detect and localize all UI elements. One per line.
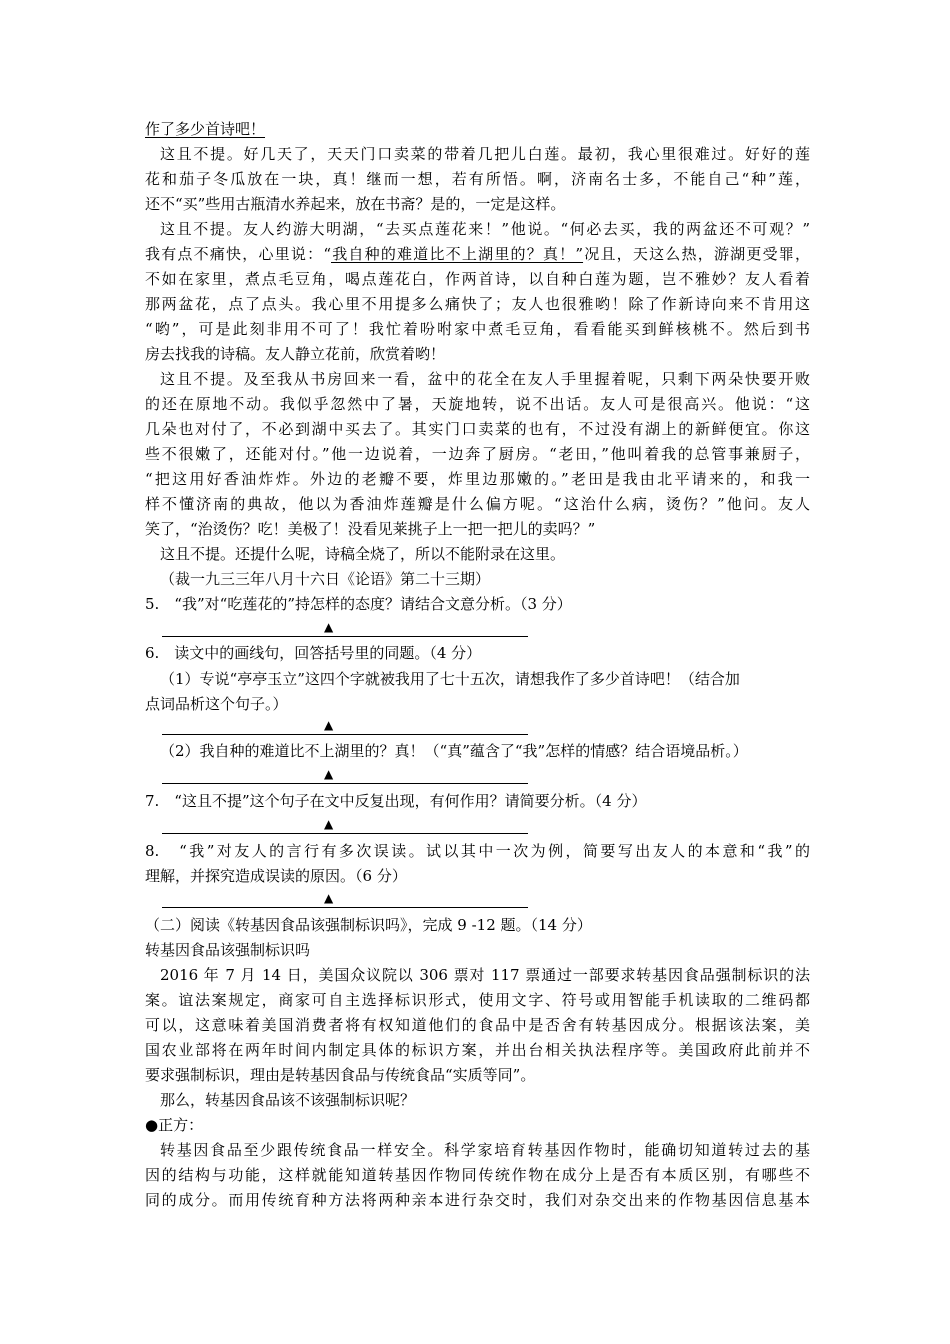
text-line: 理解，并探究造成误读的原因。（6 分） <box>145 867 407 885</box>
text-line: ●正方： <box>145 1116 204 1134</box>
text-span: 我有点不痛快，心里说：“ <box>145 245 331 263</box>
text-line: （1）专说“亭亭玉立”这四个字就被我用了七十五次，请想我作了多少首诗吧！（结合加 <box>160 670 740 688</box>
text-line: “哟”，可是此刻非用不可了！我忙着吩咐家中煮毛豆角，看看能买到鲜核桃不。然后到书 <box>145 320 810 338</box>
answer-line[interactable] <box>162 734 528 735</box>
text-line: 几朵也对付了，不必到湖中买去了。其实门口卖菜的也有，不过没有湖上的新鲜便宜。你这 <box>145 420 810 438</box>
text-line: 还不“买”些用古瓶清水养起来，放在书斋？是的，一定是这样。 <box>145 195 566 213</box>
text-line: 点词品析这个句子。） <box>145 695 288 713</box>
text-line: （裁一九三三年八月十六日《论语》第二十三期） <box>160 570 491 588</box>
text-span: 况且，天这么热，游湖更受罪， <box>583 245 810 263</box>
text-line: 不如在家里，煮点毛豆角，喝点莲花白，作两首诗，以自种白莲为题，岂不雅妙？友人看着 <box>145 270 810 288</box>
text-line: 同的成分。而用传统育种方法将两种亲本进行杂交时，我们对杂交出来的作物基因信息基本 <box>145 1191 810 1209</box>
text-line: 那么，转基因食品该不该强制标识呢？ <box>160 1091 416 1109</box>
text-line: 这且不提。及至我从书房回来一看，盆中的花全在友人手里握着呢，只剩下两朵快要开败 <box>160 370 810 388</box>
text-line: 案。谊法案规定，商家可自主选择标识形式，使用文字、符号或用智能手机读取的二维码都 <box>145 991 810 1009</box>
answer-marker-icon: ▲ <box>324 767 334 781</box>
text-line: “把这用好香油炸炸。外边的老瓣不要，炸里边那嫩的。”老田是我由北平请来的，和我一 <box>145 470 810 488</box>
underlined-sentence: 我自种的难道比不上湖里的？真！” <box>331 245 584 263</box>
answer-line[interactable] <box>162 636 528 637</box>
answer-line[interactable] <box>162 907 528 908</box>
text-line: 7. “这且不提”这个句子在文中反复出现，有何作用？请简要分析。（4 分） <box>145 792 647 810</box>
text-line: 这且不提。好几天了，天天门口卖菜的带着几把儿白莲。最初，我心里很难过。好好的莲 <box>160 145 810 163</box>
text-line: 因的结构与功能，这样就能知道转基因作物同传统作物在成分上是否有本质区别，有哪些不 <box>145 1166 810 1184</box>
text-line: 8. “我”对友人的言行有多次误读。试以其中一次为例，简要写出友人的本意和“我”的 <box>145 842 810 860</box>
answer-marker-icon: ▲ <box>324 817 334 831</box>
text-line: 国农业部将在两年时间内制定具体的标识方案，并出台相关执法程序等。美国政府此前并不 <box>145 1041 810 1059</box>
text-line: 6. 读文中的画线句，回答括号里的同题。（4 分） <box>145 644 482 662</box>
paragraph-line-underlined <box>145 243 810 265</box>
text-line: 那两盆花，点了点头。我心里不用提多么痛快了；友人也很雅哟！除了作新诗向来不肯用这 <box>145 295 810 313</box>
text-line: 2016 年 7 月 14 日，美国众议院以 306 票对 117 票通过一部要求转基因食品强制标识的法 <box>160 966 810 984</box>
answer-line[interactable] <box>162 833 528 834</box>
text-line: 要求强制标识，理由是转基因食品与传统食品“实质等同”。 <box>145 1066 536 1084</box>
text-line: 这且不提。友人约游大明湖，“去买点莲花来！”他说。“何必去买，我的两盆还不可观？” <box>160 220 810 238</box>
text-line: 转基因食品至少跟传统食品一样安全。科学家培育转基因作物时，能确切知道转过去的基 <box>160 1141 810 1159</box>
text-line: 笑了，“治烫伤？吃！美极了！没看见莱挑子上一把一把儿的卖吗？” <box>145 520 596 538</box>
text-line: （2）我自种的难道比不上湖里的？真！（“真”蕴含了“我”怎样的情感？结合语境品析。） <box>160 742 748 760</box>
text-line: 作了多少首诗吧！ <box>145 120 266 138</box>
text-line: 些不很嫩了，还能对付。”他一边说着，一边奔了厨房。“老田，”他叫着我的总管事兼厨子， <box>145 445 810 463</box>
text-line: 房去找我的诗稿。友人静立花前，欣赏着哟！ <box>145 345 446 363</box>
answer-marker-icon: ▲ <box>324 718 334 732</box>
text-line: 这且不提。还提什么呢，诗稿全烧了，所以不能附录在这里。 <box>160 545 566 563</box>
text-line: 的还在原地不动。我似乎忽然中了暑，天旋地转，说不出话。友人可是很高兴。他说：“这 <box>145 395 810 413</box>
answer-marker-icon: ▲ <box>324 891 334 905</box>
text-line: 可以，这意味着美国消费者将有权知道他们的食品中是否舍有转基因成分。根据该法案，美 <box>145 1016 810 1034</box>
text-line: 样不懂济南的典故，他以为香油炸莲瓣是什么偏方呢。“这治什么病，烫伤？”他问。友人 <box>145 495 810 513</box>
text-line: 5. “我”对“吃莲花的”持怎样的态度？请结合文意分析。（3 分） <box>145 595 572 613</box>
text-line: （二）阅读《转基因食品该强制标识吗》，完成 9 -12 题。（14 分） <box>145 916 592 934</box>
text-line: 转基因食品该强制标识吗 <box>145 941 311 959</box>
text-line: 花和茄子冬瓜放在一块，真！继而一想，若有所悟。啊，济南名士多，不能自己“种”莲， <box>145 170 810 188</box>
answer-line[interactable] <box>162 783 528 784</box>
answer-marker-icon: ▲ <box>324 620 334 634</box>
